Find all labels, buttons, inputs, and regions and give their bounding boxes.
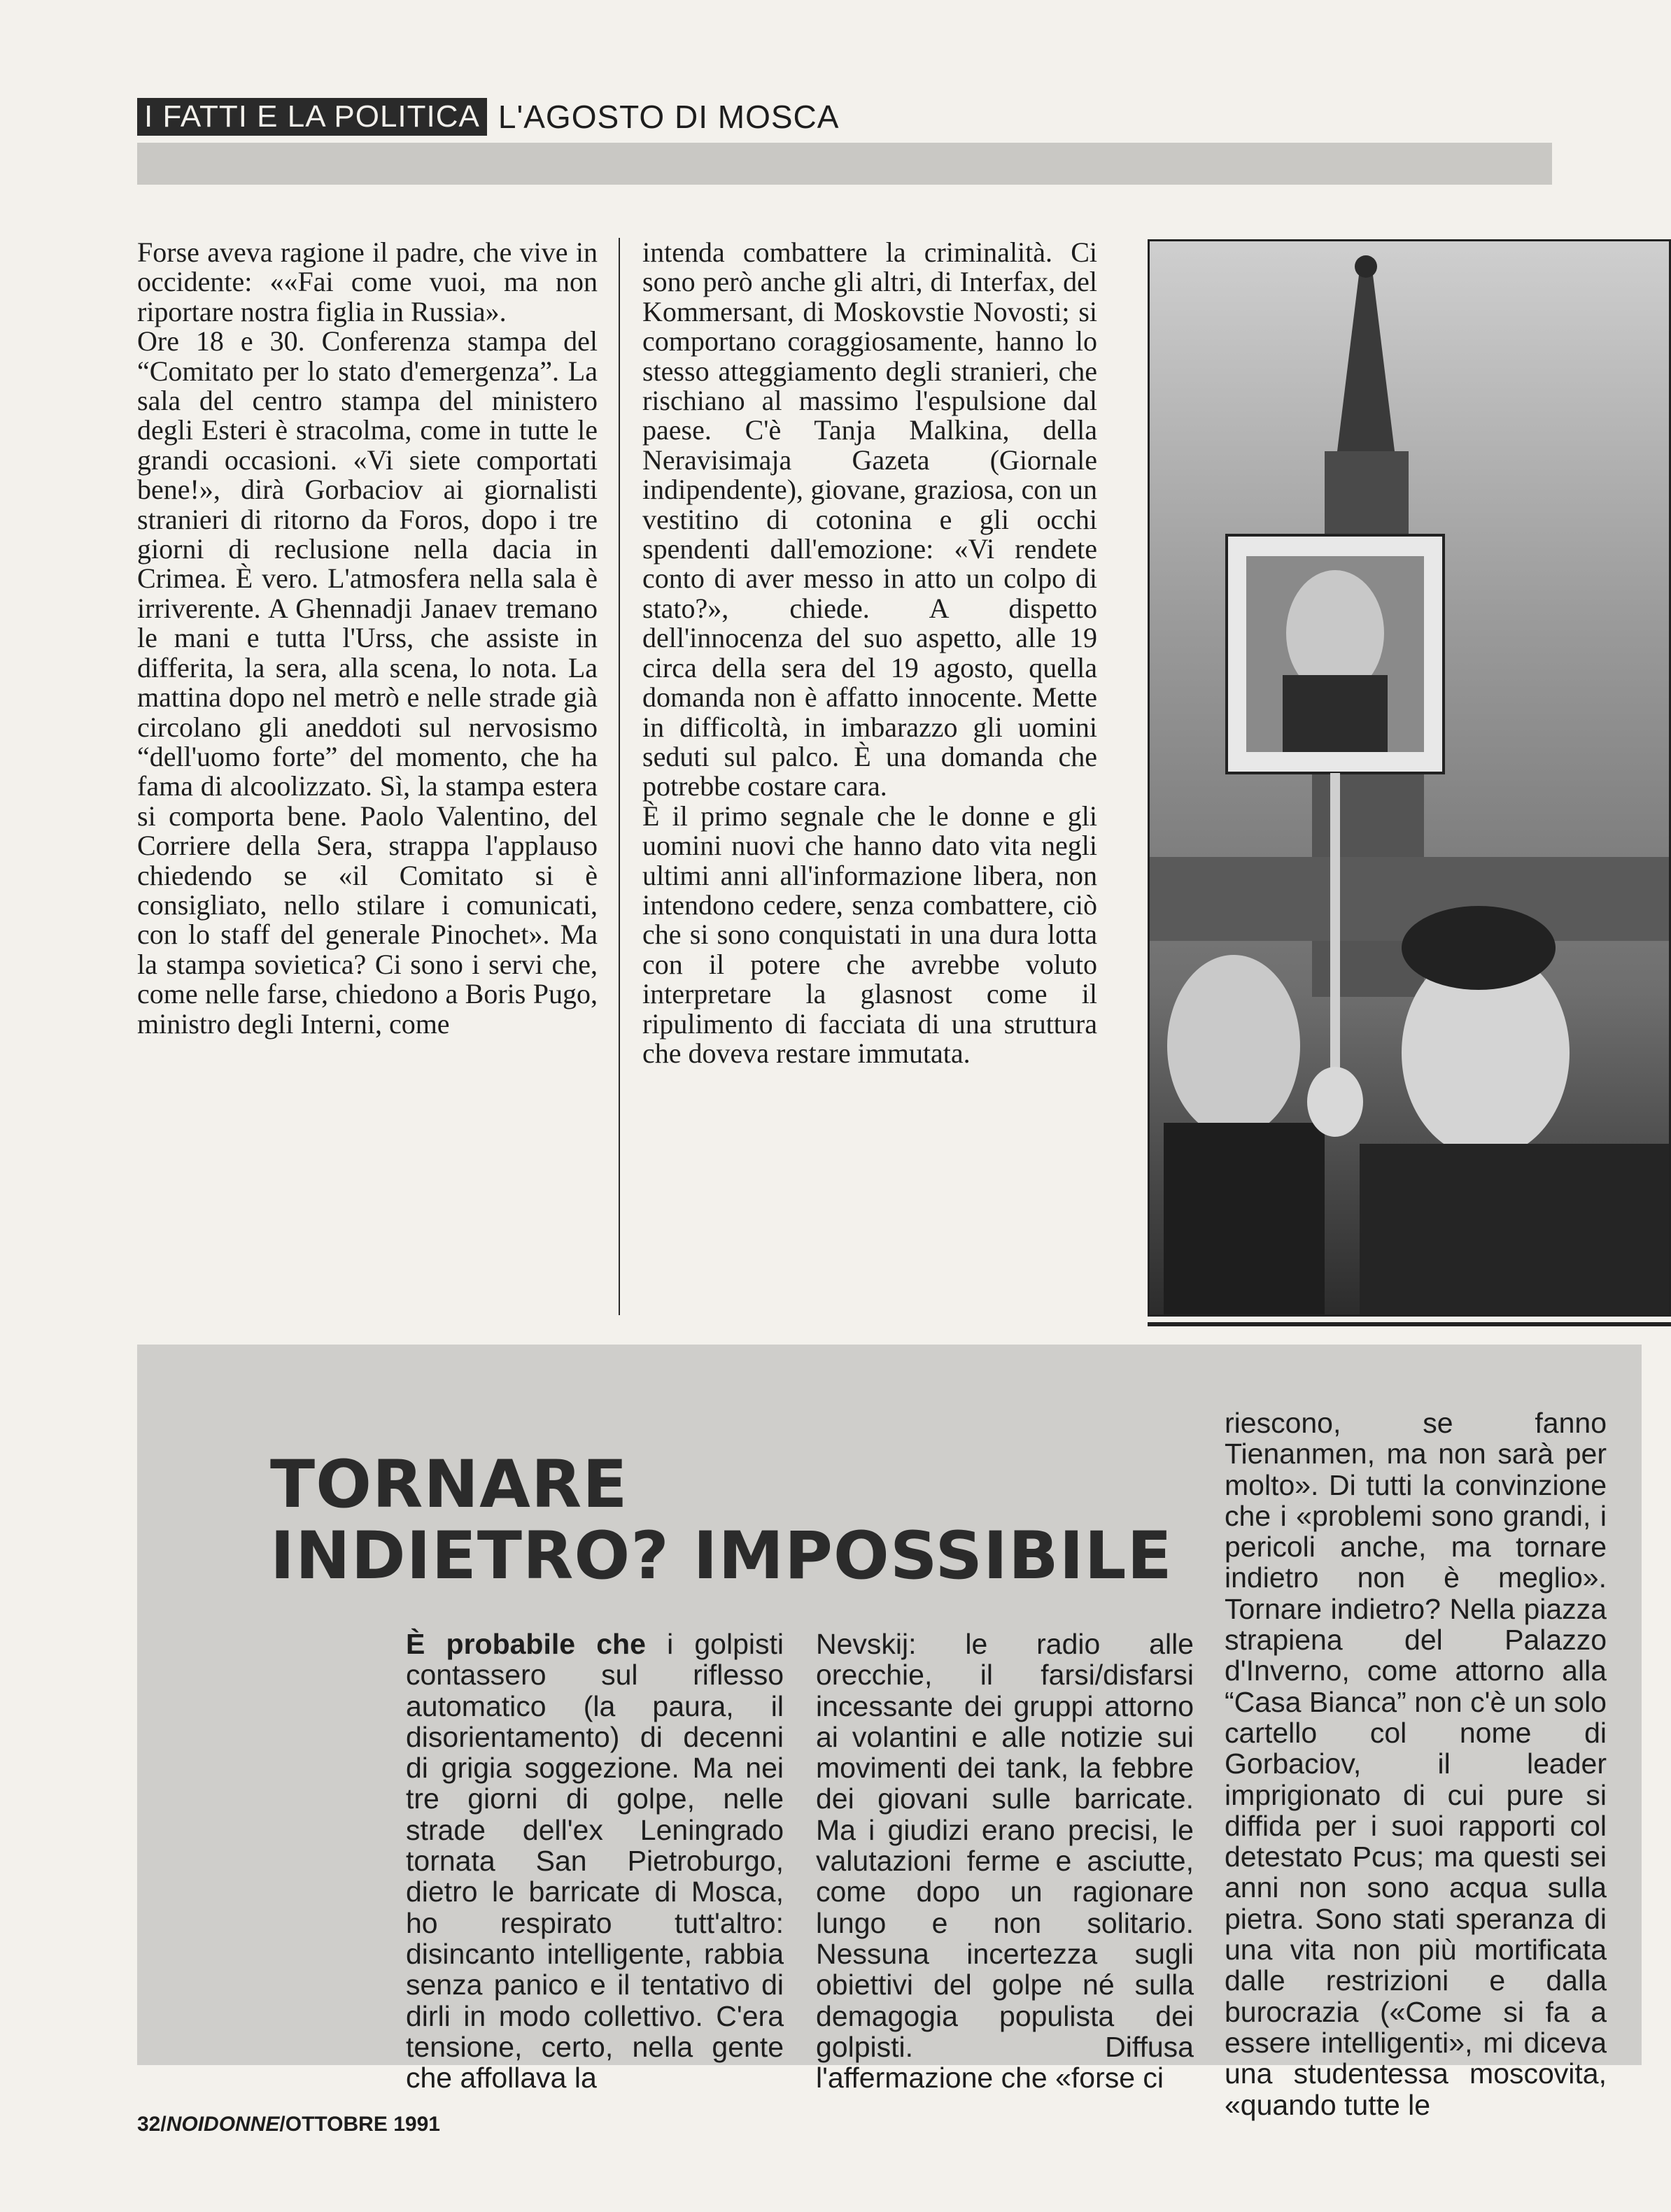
photo-rule [1148,1322,1671,1326]
column-divider [619,238,620,1315]
photo-protest-kremlin [1148,239,1671,1317]
header-band [137,143,1552,185]
paragraph: È il primo segnale che le donne e gli uomini nuovi che hanno dato vita negli ultimi anni all'informazione libera, non intendono cedere, senza combattere, ciò che si sono conquistati in una dura lotta con il potere che avrebbe voluto interpretare la glasnost come il ripulimento di facciata di una struttura che doveva restare immutata. [642,800,1097,1069]
section-label: I FATTI E LA POLITICA [137,98,487,136]
sidebar-column-2: Nevskij: le radio alle orecchie, il farsi/disfarsi incessante dei gruppi attorno ai volantini e alle notizie sui movimenti dei tank, la febbre dei giovani sulle barricate. Ma i giudizi erano precisi, le valutazioni ferme e asciutte, come dopo un ragionare lungo e non solitario. Nessuna incertezza sugli obiettivi del golpe né sulla demagogia populista dei golpisti. Diffusa l'affermazione che «forse ci [816,1628,1194,2094]
sidebar-title [270,1449,1208,1592]
paragraph: Forse aveva ragione il padre, che vive in occidente: ««Fai come vuoi, ma non riportare nostra figlia in Russia». [137,236,598,327]
sidebar-column-3: riescono, se fanno Tienanmen, ma non sarà per molto». Di tutti la convinzione che i «problemi sono grandi, i pericoli anche, ma tornare indietro non è meglio». Tornare indietro? Nella piazza strapiena del Palazzo d'Inverno, come attorno alla “Casa Bianca” non c'è un solo cartello col nome di Gorbaciov, il leader imprigionato di cui pure si diffida per i suoi rapporti col detestato Pcus; ma questi sei anni non sono acqua sulla pietra. Sono stati speranza di una vita non più mortificata dalle restrizioni e dalla burocrazia («Come si fa a essere intelligenti», mi diceva una studentessa moscovita, «quando tutte le [1225,1407,1607,2121]
article-column-2 [642,238,1097,1068]
photo-illustration [1150,241,1669,1314]
page-number: 32/ [137,2113,167,2136]
sidebar-column-1 [406,1629,784,2093]
article-title: L'AGOSTO DI MOSCA [498,99,840,135]
page-footer [137,2113,440,2136]
section-header [137,97,839,137]
lead-in: È probabile che [406,1628,646,1660]
paragraph: intenda combattere la criminalità. Ci sono però anche gli altri, di Interfax, del Kommersant, di Moskovstie Novosti; si comportano coraggiosamente, hanno lo stesso atteggiamento degli stranieri, che rischiano al massimo l'espulsione dal paese. C'è Tanja Malkina, della Neravisimaja Gazeta (Giornale indipendente), giovane, graziosa, con un vestitino di cotonina e gli occhi spendenti dall'emozione: «Vi rendete conto di aver messo in atto un colpo di stato?», chiede. A dispetto dell'innocenza del suo aspetto, alle 19 circa della sera del 19 agosto, quella domanda non è affatto innocente. Mette in difficoltà, in imbarazzo gli uomini seduti sul palco. È una domanda che potrebbe costare cara. [642,236,1097,802]
issue-date: /OTTOBRE 1991 [279,2113,440,2136]
sidebar-title-line-2: INDIETRO? IMPOSSIBILE [270,1518,1173,1594]
magazine-name: NOIDONNE [166,2113,280,2136]
article-column-1 [137,238,598,1039]
sidebar-title-line-1: TORNARE [270,1447,628,1523]
sidebar-text: i golpisti contassero sul riflesso automatico (la paura, il disorientamento) di decenni di grigia soggezione. Ma nei tre giorni di golpe, nelle strade dell'ex Leningrado tornata San Pietroburgo, dietro le barricate di Mosca, ho respirato tutt'altro: disincanto intelligente, rabbia senza panico e il tentativo di dirli in modo collettivo. C'era tensione, certo, nella gente che affollava la [406,1628,784,2094]
paragraph: Ore 18 e 30. Conferenza stampa del “Comitato per lo stato d'emergenza”. La sala del centro stampa del ministero degli Esteri è stracolma, come in tutte le grandi occasioni. «Vi siete comportati bene!», dirà Gorbaciov ai giornalisti stranieri di ritorno da Foros, dopo i tre giorni di reclusione nella dacia in Crimea. È vero. L'atmosfera nella sala è irriverente. A Ghennadji Janaev tremano le mani e tutta l'Urss, che assiste in differita, la sera, alla scena, lo nota. La mattina dopo nel metrò e nelle strade già circolano gli aneddoti sul nervosismo “dell'uomo forte” del momento, che ha fama di alcoolizzato. Sì, la stampa estera si comporta bene. Paolo Valentino, del Corriere della Sera, strappa l'applauso chiedendo se «il Comitato si è consigliato, nello stilare i comunicati, con lo staff del generale Pinochet». Ma la stampa sovietica? Ci sono i servi che, come nelle farse, chiedono a Boris Pugo, ministro degli Interni, come [137,325,598,1040]
